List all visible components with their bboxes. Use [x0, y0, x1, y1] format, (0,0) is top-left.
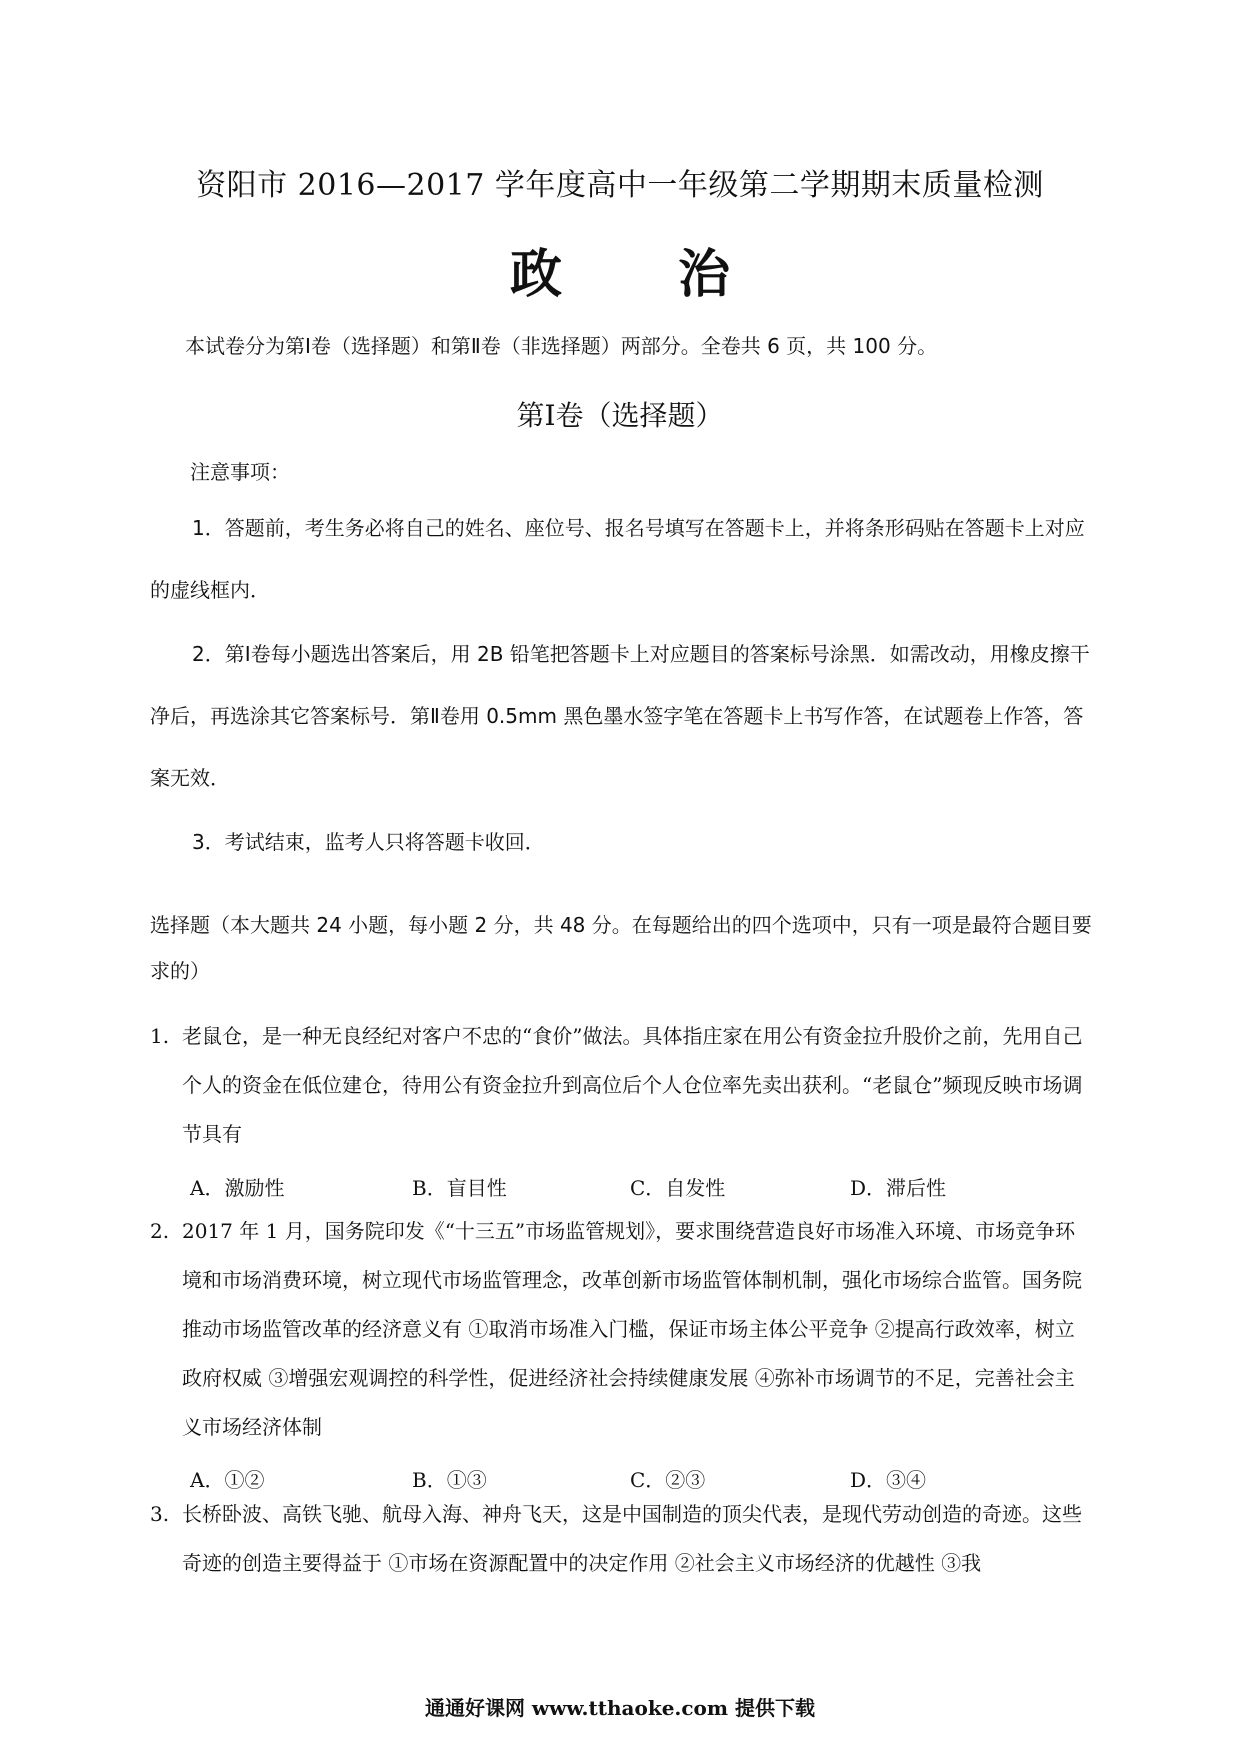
subject-char-2: 治: [678, 245, 731, 305]
option-c: C．②③: [630, 1468, 706, 1492]
question: [150, 1490, 1092, 1588]
option-a: A．激励性: [190, 1176, 285, 1200]
question-number: 1.: [150, 1024, 170, 1048]
option-d: D．③④: [850, 1468, 927, 1492]
question-number: 2.: [150, 1219, 170, 1243]
option-c: C．自发性: [630, 1176, 726, 1200]
notice-item: 3．考试结束，监考人只将答题卡收回．: [192, 830, 545, 854]
subject-char-1: 政: [509, 245, 562, 305]
question-stem: 2017 年 1 月，国务院印发《“十三五”市场监管规划》，要求围绕营造良好市场准入环境、市场竞争环境和市场消费环境，树立现代市场监管理念，改革创新市场监管体制机制，强化市场综合监管。国务院推动市场监管改革的经济意义有 ①取消市场准入门槛，保证市场主体公平竞争 ②提高行政效率，树立政府权威 ③增强宏观调控的科学性，促进经济社会持续健康发展 ④弥补市场调节的不足，完善社会主义市场经济体制: [182, 1219, 1082, 1439]
notice-title: 注意事项：: [190, 460, 290, 484]
question: [150, 1207, 1092, 1452]
question-stem: 长桥卧波、高铁飞驰、航母入海、神舟飞天，这是中国制造的顶尖代表，是现代劳动创造的奇迹。这些奇迹的创造主要得益于 ①市场在资源配置中的决定作用 ②社会主义市场经济的优越性 ③我: [182, 1502, 1082, 1575]
question-number: 3.: [150, 1502, 170, 1526]
page-footer: 通通好课网 www.tthaoke.com 提供下载: [424, 1696, 816, 1720]
exam-title: 资阳市 2016—2017 学年度高中一年级第二学期期末质量检测: [196, 168, 1044, 203]
notice-item: 2．第Ⅰ卷每小题选出答案后，用 2B 铅笔把答题卡上对应题目的答案标号涂黑．如需改动，用橡皮擦干净后，再选涂其它答案标号．第Ⅱ卷用 0.5mm 黑色墨水签字笔在答题卡上书写作答，在试题卷上作答，答案无效．: [150, 642, 1090, 790]
question-stem: 老鼠仓，是一种无良经纪对客户不忠的“食价”做法。具体指庄家在用公有资金拉升股价之前，先用自己个人的资金在低位建仓，待用公有资金拉升到高位后个人仓位率先卖出获利。“老鼠仓”频现反映市场调节具有: [182, 1024, 1083, 1146]
section-title: 第Ⅰ卷（选择题）: [516, 399, 724, 432]
option-b: B．盲目性: [412, 1176, 507, 1200]
exam-intro: 本试卷分为第Ⅰ卷（选择题）和第Ⅱ卷（非选择题）两部分。全卷共 6 页，共 100 分。: [185, 334, 938, 358]
option-d: D．滞后性: [850, 1176, 947, 1200]
multiple-choice-instructions: 选择题（本大题共 24 小题，每小题 2 分，共 48 分。在每题给出的四个选项中，只有一项是最符合题目要求的）: [150, 913, 1092, 983]
option-b: B．①③: [412, 1468, 487, 1492]
notice-item: 1．答题前，考生务必将自己的姓名、座位号、报名号填写在答题卡上，并将条形码贴在答题卡上对应的虚线框内．: [150, 516, 1085, 602]
option-a: A．①②: [190, 1468, 265, 1492]
question: [150, 1012, 1092, 1159]
subject-title: [0, 232, 1240, 307]
